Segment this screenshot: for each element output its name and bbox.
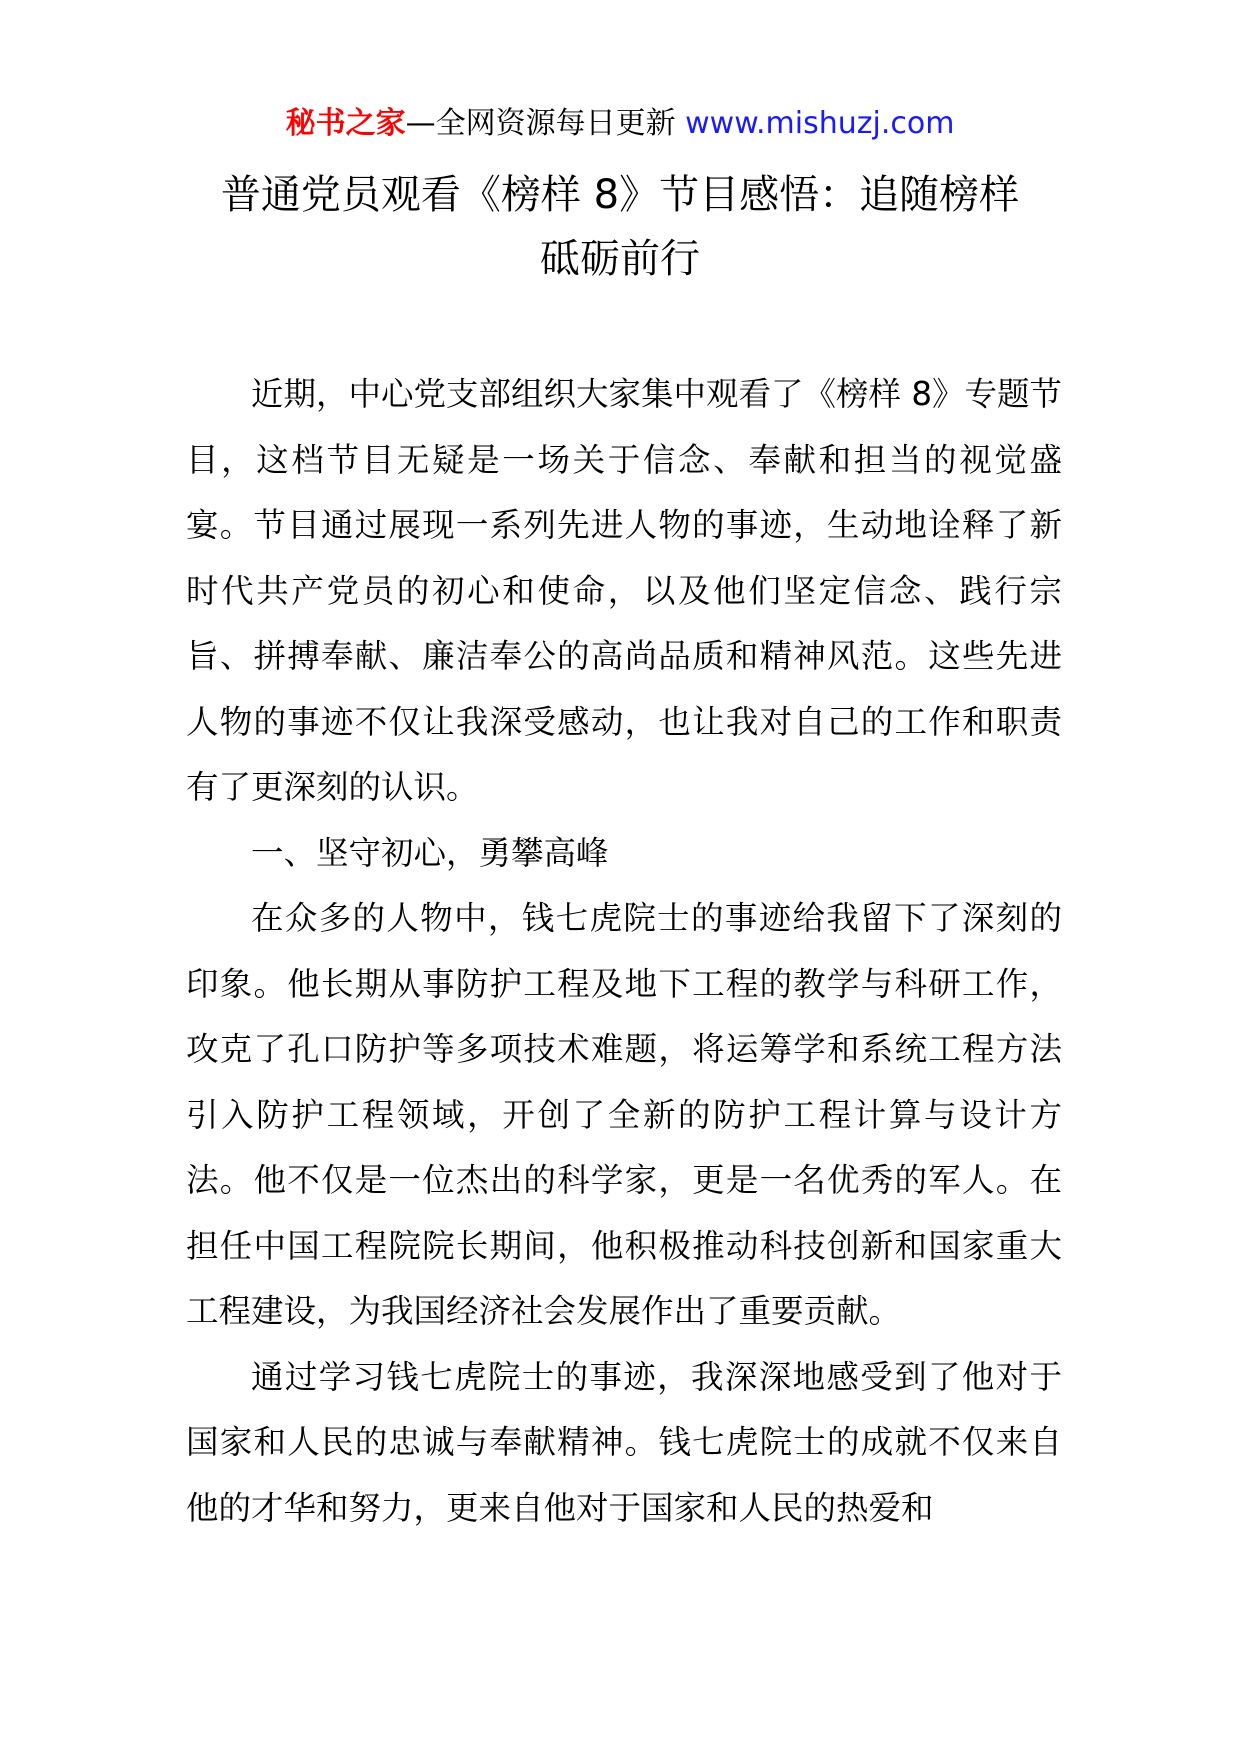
- section-heading-1: 一、坚守初心，勇攀高峰: [251, 833, 609, 872]
- title-line-1: 普通党员观看《榜样 8》节目感悟：追随榜样: [220, 172, 1020, 218]
- paragraph-qian-qihu: 在众多的人物中，钱七虎院士的事迹给我留下了深刻的印象。他长期从事防护工程及地下工程的教学与科研工作，攻克了孔口防护等多项技术难题，将运筹学和系统工程方法引入防护工程领域，开创了全新的防护工程计算与设计方法。他不仅是一位杰出的科学家，更是一名优秀的军人。在担任中国工程院院长期间，他积极推动科技创新和国家重大工程建设，为我国经济社会发展作出了重要贡献。: [186, 899, 1062, 1330]
- paragraph-intro: 近期，中心党支部组织大家集中观看了《榜样 8》专题节目，这档节目无疑是一场关于信念、奉献和担当的视觉盛宴。节目通过展现一系列先进人物的事迹，生动地诠释了新时代共产党员的初心和使命，以及他们坚定信念、践行宗旨、拼搏奉献、廉洁奉公的高尚品质和精神风范。这些先进人物的事迹不仅让我深受感动，也让我对自己的工作和职责有了更深刻的认识。: [186, 375, 1063, 806]
- document-title: [140, 163, 1100, 291]
- document-body: [186, 362, 1062, 1541]
- header-tagline: —全网资源每日更新: [405, 106, 686, 141]
- site-header: [0, 104, 1240, 144]
- site-url-link[interactable]: www.mishuzj.com: [685, 106, 955, 141]
- title-line-2: 砥砺前行: [540, 236, 700, 282]
- paragraph-reflection: 通过学习钱七虎院士的事迹，我深深地感受到了他对于国家和人民的忠诚与奉献精神。钱七虎院士的成就不仅来自他的才华和努力，更来自他对于国家和人民的热爱和: [186, 1357, 1062, 1527]
- brand-name: 秘书之家: [285, 106, 406, 141]
